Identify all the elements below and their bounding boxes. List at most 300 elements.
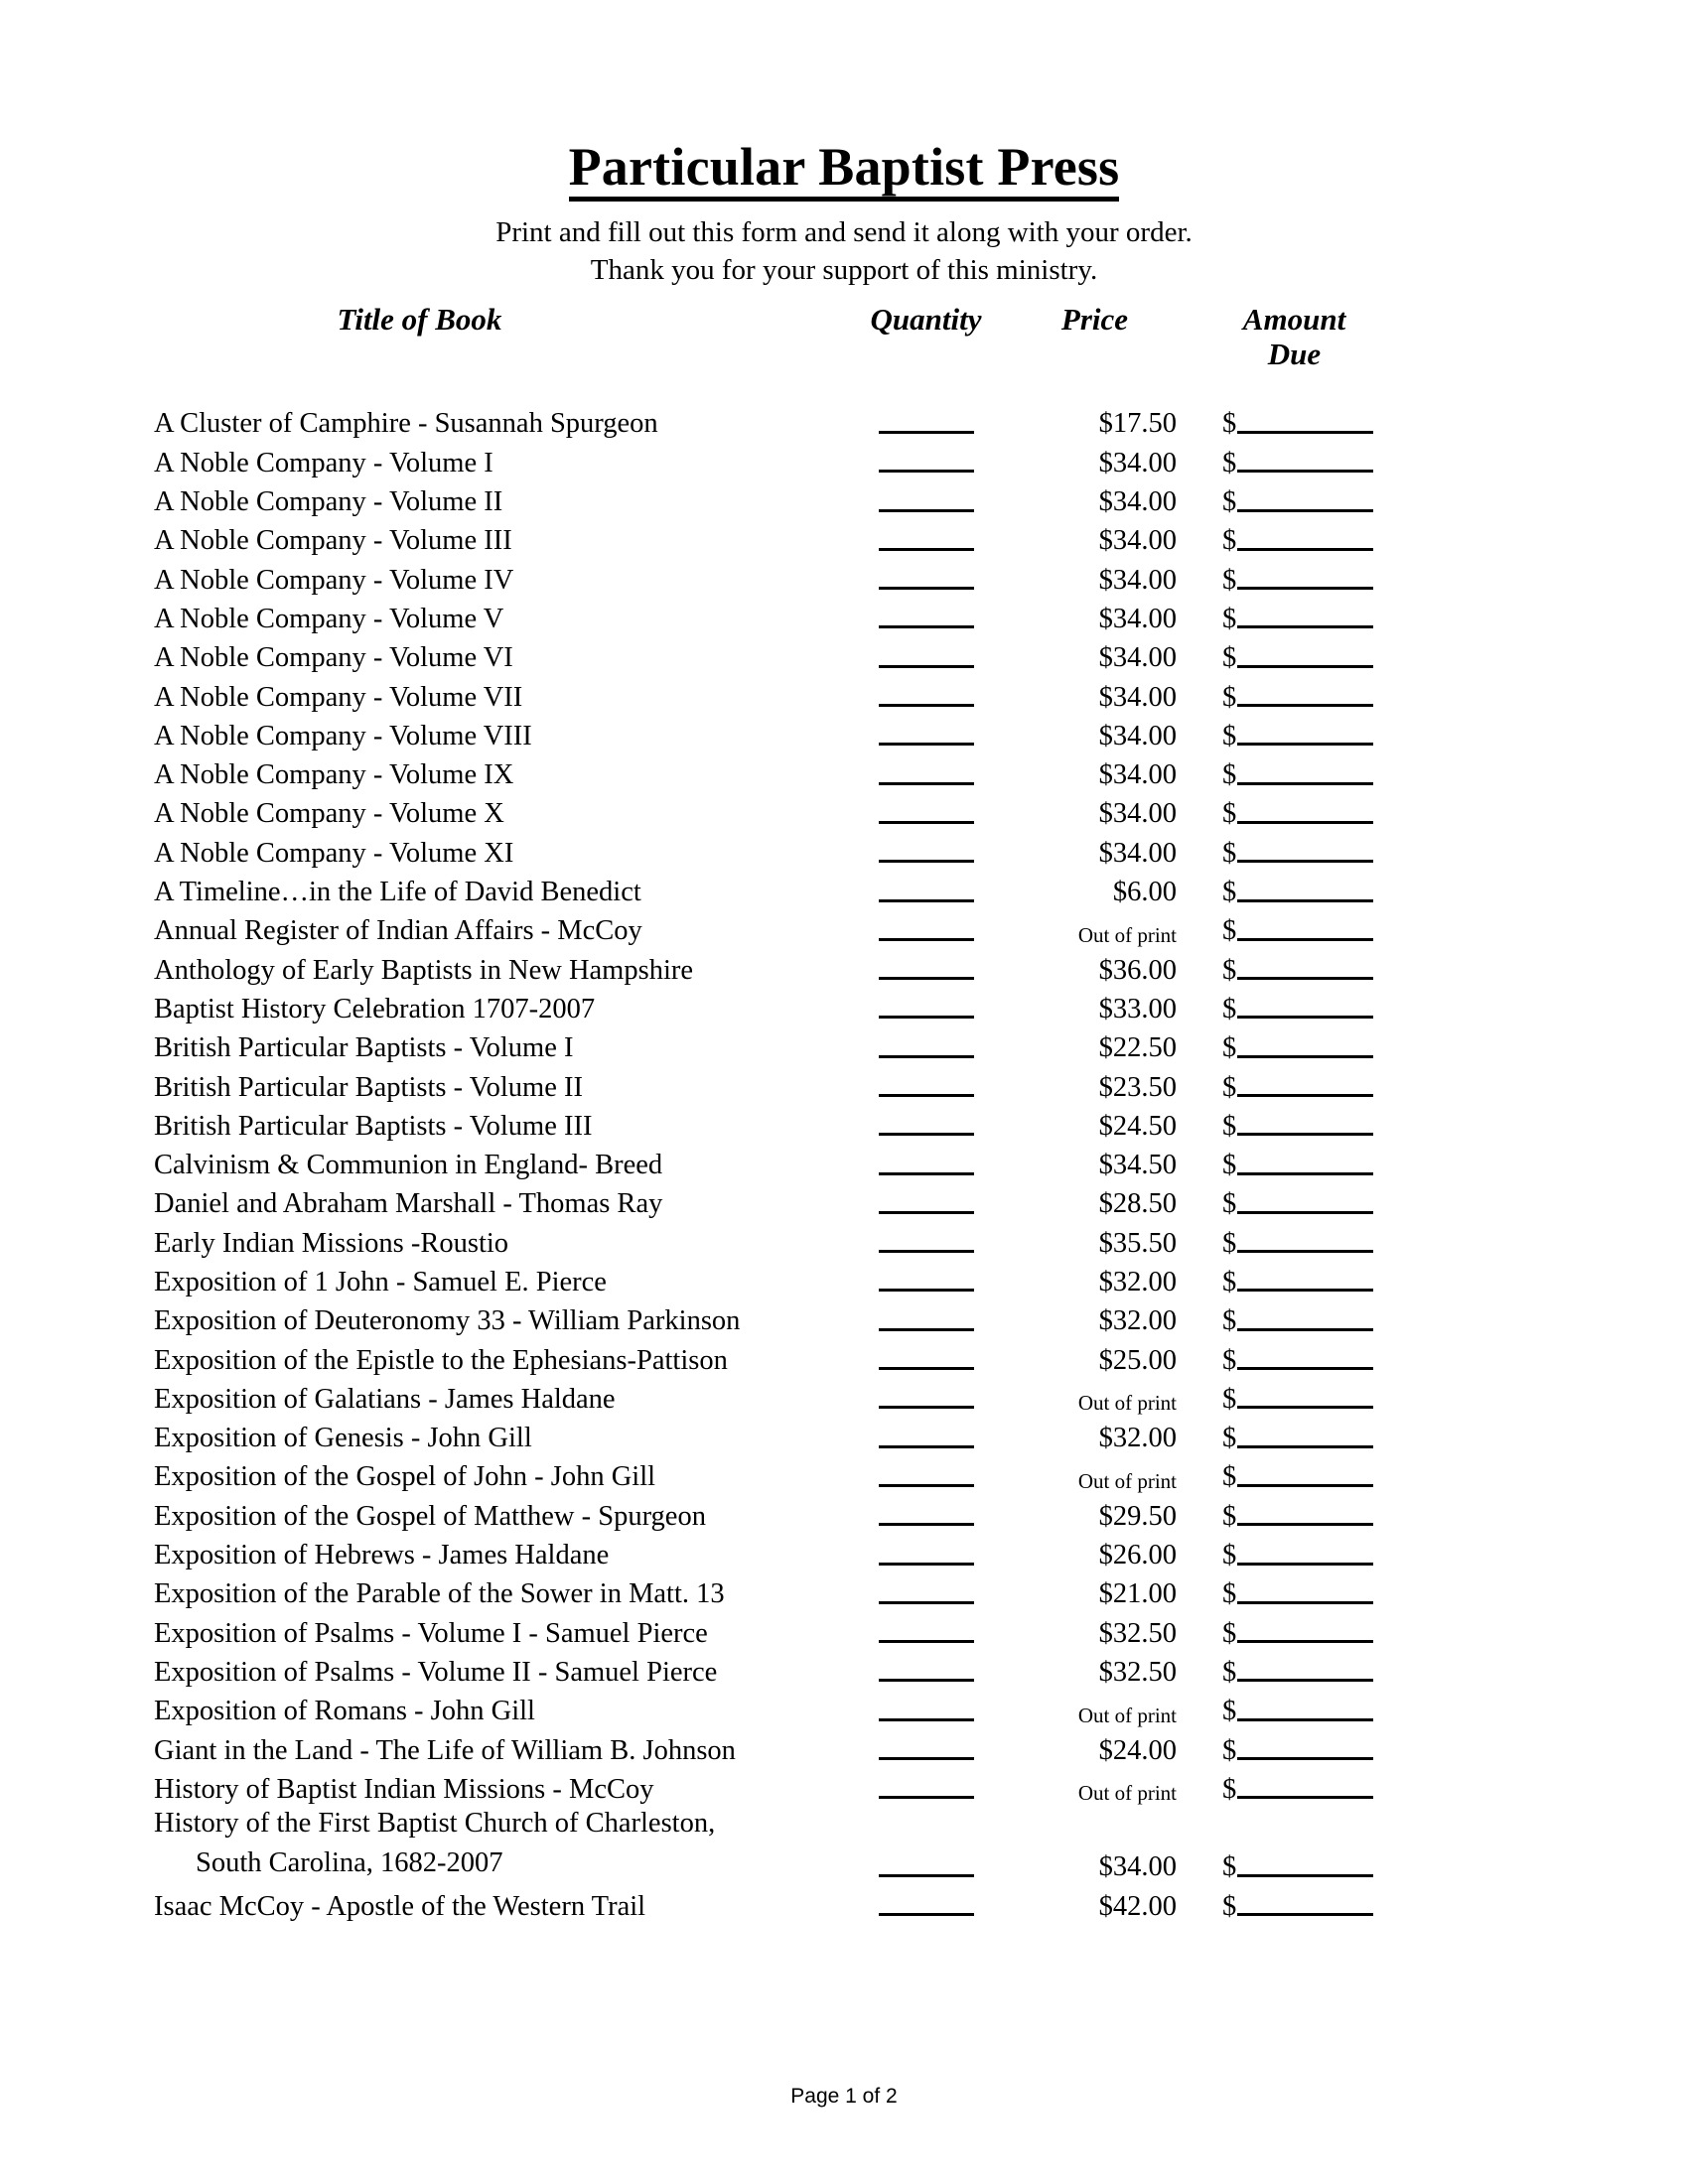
price-value: $24.00 bbox=[1098, 1734, 1177, 1766]
price-value: $33.00 bbox=[1098, 993, 1177, 1024]
quantity-input[interactable] bbox=[839, 577, 1013, 595]
amount-due-input[interactable] bbox=[1177, 954, 1390, 986]
book-title: Giant in the Land - The Life of William B. Johnson bbox=[154, 1734, 736, 1766]
quantity-input[interactable] bbox=[839, 655, 1013, 673]
quantity-input[interactable] bbox=[839, 1474, 1013, 1492]
price-value: $34.00 bbox=[1098, 1851, 1177, 1883]
price-value: $34.00 bbox=[1098, 681, 1177, 713]
amount-due-input[interactable] bbox=[1177, 1110, 1390, 1142]
dollar-sign: $ bbox=[1222, 1227, 1237, 1259]
amount-due-input[interactable] bbox=[1177, 837, 1390, 869]
price-out-of-print: Out of print bbox=[1077, 922, 1177, 947]
quantity-input[interactable] bbox=[839, 928, 1013, 946]
dollar-sign: $ bbox=[1222, 1344, 1237, 1376]
amount-due-input[interactable] bbox=[1177, 1773, 1390, 1805]
price-value: $34.00 bbox=[1098, 486, 1177, 518]
book-title: Exposition of 1 John - Samuel E. Pierce bbox=[154, 1266, 607, 1297]
quantity-blank-line[interactable] bbox=[879, 1913, 974, 1916]
dollar-sign: $ bbox=[1222, 1734, 1237, 1766]
quantity-blank-line[interactable] bbox=[879, 938, 974, 941]
quantity-input[interactable] bbox=[839, 1435, 1013, 1453]
table-row bbox=[0, 907, 1688, 946]
quantity-input[interactable] bbox=[839, 811, 1013, 829]
amount-due-blank-line[interactable] bbox=[1237, 1250, 1373, 1253]
dollar-sign: $ bbox=[1222, 759, 1237, 791]
book-title: A Noble Company - Volume VI bbox=[154, 642, 513, 674]
quantity-blank-line[interactable] bbox=[879, 860, 974, 863]
quantity-input[interactable] bbox=[839, 538, 1013, 556]
price-value: $17.50 bbox=[1098, 408, 1177, 440]
price-value: $34.00 bbox=[1098, 759, 1177, 791]
quantity-input[interactable] bbox=[839, 733, 1013, 751]
amount-due-input[interactable] bbox=[1177, 1266, 1390, 1297]
quantity-input[interactable] bbox=[839, 1553, 1013, 1570]
amount-due-input[interactable] bbox=[1177, 1617, 1390, 1649]
book-title: A Noble Company - Volume IV bbox=[154, 564, 514, 596]
book-title: A Cluster of Camphire - Susannah Spurgeon bbox=[154, 408, 658, 440]
quantity-blank-line[interactable] bbox=[879, 1796, 974, 1799]
quantity-input[interactable] bbox=[839, 1201, 1013, 1219]
quantity-input[interactable] bbox=[839, 967, 1013, 985]
price-value: $34.00 bbox=[1098, 447, 1177, 478]
amount-due-blank-line[interactable] bbox=[1237, 470, 1373, 473]
table-row bbox=[0, 400, 1688, 439]
amount-due-blank-line[interactable] bbox=[1237, 665, 1373, 668]
table-row bbox=[0, 1297, 1688, 1335]
table-row bbox=[0, 1219, 1688, 1258]
dollar-sign: $ bbox=[1222, 1423, 1237, 1454]
quantity-blank-line[interactable] bbox=[879, 1679, 974, 1682]
dollar-sign: $ bbox=[1222, 954, 1237, 986]
quantity-blank-line[interactable] bbox=[879, 1250, 974, 1253]
amount-due-blank-line[interactable] bbox=[1237, 1757, 1373, 1760]
quantity-input[interactable] bbox=[839, 1669, 1013, 1687]
amount-due-input[interactable] bbox=[1177, 527, 1390, 556]
price-value: $21.00 bbox=[1098, 1578, 1177, 1610]
table-row bbox=[0, 1531, 1688, 1570]
quantity-blank-line[interactable] bbox=[879, 509, 974, 512]
column-header-amount-due bbox=[1177, 303, 1390, 371]
table-row bbox=[0, 1063, 1688, 1102]
quantity-blank-line[interactable] bbox=[879, 1055, 974, 1058]
quantity-input[interactable] bbox=[839, 772, 1013, 790]
dollar-sign: $ bbox=[1222, 1696, 1237, 1727]
amount-due-input[interactable] bbox=[1177, 1580, 1390, 1609]
quantity-input[interactable] bbox=[839, 1045, 1013, 1063]
price-value: $29.50 bbox=[1098, 1500, 1177, 1532]
amount-due-input[interactable] bbox=[1177, 720, 1390, 751]
price-value: $36.00 bbox=[1098, 954, 1177, 986]
amount-due-input[interactable] bbox=[1177, 1190, 1390, 1219]
book-title: Exposition of the Epistle to the Ephesians-Pattison bbox=[154, 1344, 728, 1376]
price-value: $34.00 bbox=[1098, 642, 1177, 674]
book-title: A Noble Company - Volume III bbox=[154, 525, 512, 557]
quantity-blank-line[interactable] bbox=[879, 587, 974, 590]
quantity-blank-line[interactable] bbox=[879, 1523, 974, 1526]
table-row bbox=[0, 1453, 1688, 1492]
amount-due-blank-line[interactable] bbox=[1237, 743, 1373, 746]
amount-due-input[interactable] bbox=[1177, 1890, 1390, 1922]
dollar-sign: $ bbox=[1222, 1578, 1237, 1610]
dollar-sign: $ bbox=[1222, 1540, 1237, 1571]
amount-due-blank-line[interactable] bbox=[1237, 977, 1373, 980]
book-title: History of Baptist Indian Missions - McCoy bbox=[154, 1773, 654, 1805]
column-header-price: Price bbox=[1060, 302, 1129, 338]
book-title: British Particular Baptists - Volume II bbox=[154, 1071, 583, 1103]
quantity-input[interactable] bbox=[839, 1591, 1013, 1609]
book-title: Exposition of Deuteronomy 33 - William Parkinson bbox=[154, 1305, 741, 1337]
book-title: Calvinism & Communion in England- Breed bbox=[154, 1150, 663, 1181]
price-value: $32.50 bbox=[1098, 1617, 1177, 1649]
quantity-blank-line[interactable] bbox=[879, 1289, 974, 1292]
price-value: $6.00 bbox=[1112, 877, 1177, 908]
price-value: $32.00 bbox=[1098, 1266, 1177, 1297]
table-row bbox=[0, 1180, 1688, 1219]
amount-due-blank-line[interactable] bbox=[1237, 1679, 1373, 1682]
price-value: $23.50 bbox=[1098, 1071, 1177, 1103]
book-title: A Noble Company - Volume X bbox=[154, 798, 504, 830]
quantity-blank-line[interactable] bbox=[879, 1445, 974, 1448]
dollar-sign: $ bbox=[1222, 564, 1237, 596]
dollar-sign: $ bbox=[1222, 877, 1237, 908]
dollar-sign: $ bbox=[1222, 720, 1237, 751]
quantity-blank-line[interactable] bbox=[879, 899, 974, 902]
dollar-sign: $ bbox=[1222, 681, 1237, 713]
quantity-input[interactable] bbox=[839, 1708, 1013, 1726]
price-value: $28.50 bbox=[1098, 1188, 1177, 1220]
quantity-input[interactable] bbox=[839, 615, 1013, 633]
quantity-input[interactable] bbox=[839, 1357, 1013, 1375]
dollar-sign: $ bbox=[1222, 993, 1237, 1024]
book-title: Annual Register of Indian Affairs - McCoy bbox=[154, 915, 642, 947]
dollar-sign: $ bbox=[1222, 447, 1237, 478]
amount-due-blank-line[interactable] bbox=[1237, 1289, 1373, 1292]
amount-due-blank-line[interactable] bbox=[1237, 1172, 1373, 1175]
book-title: Baptist History Celebration 1707-2007 bbox=[154, 993, 596, 1024]
amount-due-blank-line[interactable] bbox=[1237, 1016, 1373, 1019]
table-row bbox=[0, 1375, 1688, 1414]
dollar-sign: $ bbox=[1222, 1266, 1237, 1297]
quantity-input[interactable] bbox=[839, 1279, 1013, 1297]
book-title: Exposition of the Parable of the Sower in Matt. 13 bbox=[154, 1578, 725, 1610]
amount-due-input[interactable] bbox=[1177, 603, 1390, 634]
quantity-blank-line[interactable] bbox=[879, 548, 974, 551]
quantity-blank-line[interactable] bbox=[879, 1874, 974, 1877]
book-title: A Noble Company - Volume IX bbox=[154, 759, 514, 791]
amount-due-blank-line[interactable] bbox=[1237, 1563, 1373, 1566]
book-title: Exposition of Psalms - Volume I - Samuel Pierce bbox=[154, 1617, 708, 1649]
table-row bbox=[0, 633, 1688, 672]
quantity-input[interactable] bbox=[839, 460, 1013, 478]
quantity-blank-line[interactable] bbox=[879, 1016, 974, 1019]
table-row bbox=[0, 1141, 1688, 1179]
amount-due-input[interactable] bbox=[1177, 1853, 1390, 1882]
quantity-input[interactable] bbox=[839, 1084, 1013, 1102]
amount-due-input[interactable] bbox=[1177, 447, 1390, 478]
amount-due-blank-line[interactable] bbox=[1237, 899, 1373, 902]
table-row bbox=[0, 1726, 1688, 1765]
quantity-input[interactable] bbox=[839, 421, 1013, 439]
book-title: Exposition of the Gospel of John - John Gill bbox=[154, 1461, 656, 1493]
quantity-blank-line[interactable] bbox=[879, 470, 974, 473]
amount-due-blank-line[interactable] bbox=[1237, 1913, 1373, 1916]
amount-due-blank-line[interactable] bbox=[1237, 1796, 1373, 1799]
table-row bbox=[0, 751, 1688, 789]
amount-due-blank-line[interactable] bbox=[1237, 1055, 1373, 1058]
table-row bbox=[0, 1258, 1688, 1297]
dollar-sign: $ bbox=[1222, 642, 1237, 674]
price-out-of-print: Out of print bbox=[1077, 1781, 1177, 1806]
quantity-blank-line[interactable] bbox=[879, 1484, 974, 1487]
amount-due-input[interactable] bbox=[1177, 800, 1390, 829]
dollar-sign: $ bbox=[1222, 798, 1237, 830]
price-value: $34.00 bbox=[1098, 603, 1177, 634]
dollar-sign: $ bbox=[1222, 1150, 1237, 1181]
amount-due-input[interactable] bbox=[1177, 993, 1390, 1024]
quantity-blank-line[interactable] bbox=[879, 1328, 974, 1331]
amount-due-blank-line[interactable] bbox=[1237, 1094, 1373, 1097]
book-title-line-2: South Carolina, 1682-2007 bbox=[196, 1846, 503, 1878]
quantity-blank-line[interactable] bbox=[879, 431, 974, 434]
column-header-title: Title of Book bbox=[337, 302, 502, 338]
dollar-sign: $ bbox=[1222, 1890, 1237, 1922]
book-title: British Particular Baptists - Volume III bbox=[154, 1110, 593, 1142]
book-title: Exposition of Galatians - James Haldane bbox=[154, 1383, 616, 1415]
amount-due-input[interactable] bbox=[1177, 1500, 1390, 1532]
amount-due-input[interactable] bbox=[1177, 681, 1390, 713]
quantity-blank-line[interactable] bbox=[879, 625, 974, 628]
table-row bbox=[0, 556, 1688, 595]
quantity-input[interactable] bbox=[839, 1864, 1013, 1882]
quantity-blank-line[interactable] bbox=[879, 1601, 974, 1604]
price-out-of-print: Out of print bbox=[1077, 1468, 1177, 1493]
quantity-input[interactable] bbox=[839, 1786, 1013, 1804]
amount-due-blank-line[interactable] bbox=[1237, 625, 1373, 628]
quantity-input[interactable] bbox=[839, 1006, 1013, 1024]
quantity-input[interactable] bbox=[839, 1513, 1013, 1531]
amount-due-input[interactable] bbox=[1177, 1542, 1390, 1570]
page-title: Particular Baptist Press bbox=[569, 139, 1120, 202]
quantity-input[interactable] bbox=[839, 889, 1013, 907]
quantity-blank-line[interactable] bbox=[879, 1563, 974, 1566]
amount-due-blank-line[interactable] bbox=[1237, 1523, 1373, 1526]
amount-due-input[interactable] bbox=[1177, 1425, 1390, 1453]
amount-due-blank-line[interactable] bbox=[1237, 938, 1373, 941]
amount-due-blank-line[interactable] bbox=[1237, 1601, 1373, 1604]
quantity-input[interactable] bbox=[839, 499, 1013, 517]
table-row bbox=[0, 1687, 1688, 1725]
table-row bbox=[0, 1804, 1688, 1882]
quantity-input[interactable] bbox=[839, 850, 1013, 868]
quantity-input[interactable] bbox=[839, 1123, 1013, 1141]
dollar-sign: $ bbox=[1222, 1461, 1237, 1493]
table-row bbox=[0, 1882, 1688, 1921]
amount-due-blank-line[interactable] bbox=[1237, 548, 1373, 551]
quantity-blank-line[interactable] bbox=[879, 977, 974, 980]
price-value: $35.50 bbox=[1098, 1227, 1177, 1259]
price-value: $34.00 bbox=[1098, 720, 1177, 751]
table-row bbox=[0, 985, 1688, 1024]
book-title: A Noble Company - Volume XI bbox=[154, 837, 514, 869]
quantity-blank-line[interactable] bbox=[879, 665, 974, 668]
amount-due-blank-line[interactable] bbox=[1237, 509, 1373, 512]
amount-due-input[interactable] bbox=[1177, 1071, 1390, 1103]
book-title: Anthology of Early Baptists in New Hampshire bbox=[154, 954, 694, 986]
table-row bbox=[0, 1336, 1688, 1375]
dollar-sign: $ bbox=[1222, 1305, 1237, 1337]
quantity-blank-line[interactable] bbox=[879, 1757, 974, 1760]
table-header-row bbox=[0, 303, 1688, 371]
book-title: A Noble Company - Volume VIII bbox=[154, 720, 532, 751]
amount-due-input[interactable] bbox=[1177, 917, 1390, 946]
amount-due-input[interactable] bbox=[1177, 410, 1390, 439]
amount-due-input[interactable] bbox=[1177, 1227, 1390, 1259]
book-title: Daniel and Abraham Marshall - Thomas Ray bbox=[154, 1188, 663, 1220]
amount-due-blank-line[interactable] bbox=[1237, 1640, 1373, 1643]
table-row bbox=[0, 1570, 1688, 1609]
page-title-wrapper bbox=[0, 139, 1688, 202]
quantity-input[interactable] bbox=[839, 1162, 1013, 1180]
price-value: $26.00 bbox=[1098, 1540, 1177, 1571]
book-title: Exposition of Romans - John Gill bbox=[154, 1696, 535, 1727]
amount-due-input[interactable] bbox=[1177, 761, 1390, 790]
table-row bbox=[0, 1648, 1688, 1687]
amount-due-blank-line[interactable] bbox=[1237, 1406, 1373, 1409]
amount-due-input[interactable] bbox=[1177, 1656, 1390, 1688]
price-value: $34.00 bbox=[1098, 564, 1177, 596]
dollar-sign: $ bbox=[1222, 1071, 1237, 1103]
table-row bbox=[0, 1765, 1688, 1804]
quantity-blank-line[interactable] bbox=[879, 1406, 974, 1409]
instruction-line-2: Thank you for your support of this ministry. bbox=[590, 253, 1098, 286]
book-title: Early Indian Missions -Roustio bbox=[154, 1227, 509, 1259]
amount-due-blank-line[interactable] bbox=[1237, 860, 1373, 863]
quantity-blank-line[interactable] bbox=[879, 743, 974, 746]
amount-due-input[interactable] bbox=[1177, 564, 1390, 596]
amount-due-blank-line[interactable] bbox=[1237, 1328, 1373, 1331]
amount-due-input[interactable] bbox=[1177, 644, 1390, 673]
quantity-blank-line[interactable] bbox=[879, 704, 974, 707]
book-title: Exposition of Psalms - Volume II - Samuel Pierce bbox=[154, 1656, 718, 1688]
book-title: Exposition of Genesis - John Gill bbox=[154, 1423, 532, 1454]
book-title: A Noble Company - Volume I bbox=[154, 447, 493, 478]
amount-due-blank-line[interactable] bbox=[1237, 1133, 1373, 1136]
amount-due-input[interactable] bbox=[1177, 1383, 1390, 1415]
table-row bbox=[0, 712, 1688, 751]
column-header-quantity: Quantity bbox=[870, 302, 982, 338]
table-row bbox=[0, 1102, 1688, 1141]
price-value: $22.50 bbox=[1098, 1032, 1177, 1064]
amount-due-input[interactable] bbox=[1177, 1463, 1390, 1492]
quantity-blank-line[interactable] bbox=[879, 1718, 974, 1721]
quantity-input[interactable] bbox=[839, 694, 1013, 712]
table-row bbox=[0, 1024, 1688, 1062]
quantity-blank-line[interactable] bbox=[879, 1172, 974, 1175]
dollar-sign: $ bbox=[1222, 1851, 1237, 1883]
amount-due-blank-line[interactable] bbox=[1237, 587, 1373, 590]
table-row bbox=[0, 439, 1688, 478]
quantity-input[interactable] bbox=[839, 1318, 1013, 1336]
amount-due-blank-line[interactable] bbox=[1237, 1211, 1373, 1214]
quantity-input[interactable] bbox=[839, 1396, 1013, 1414]
amount-due-blank-line[interactable] bbox=[1237, 821, 1373, 824]
book-title: Exposition of Hebrews - James Haldane bbox=[154, 1540, 610, 1571]
quantity-blank-line[interactable] bbox=[879, 1211, 974, 1214]
amount-due-input[interactable] bbox=[1177, 1734, 1390, 1766]
amount-due-input[interactable] bbox=[1177, 1307, 1390, 1336]
table-row bbox=[0, 673, 1688, 712]
amount-due-blank-line[interactable] bbox=[1237, 1445, 1373, 1448]
dollar-sign: $ bbox=[1222, 1110, 1237, 1142]
instruction-line-1: Print and fill out this form and send it along with your order. bbox=[495, 215, 1193, 248]
amount-due-input[interactable] bbox=[1177, 879, 1390, 907]
dollar-sign: $ bbox=[1222, 1617, 1237, 1649]
amount-due-input[interactable] bbox=[1177, 488, 1390, 517]
price-value: $34.00 bbox=[1098, 798, 1177, 830]
amount-due-input[interactable] bbox=[1177, 1152, 1390, 1180]
price-value: $32.00 bbox=[1098, 1305, 1177, 1337]
price-value: $24.50 bbox=[1098, 1110, 1177, 1142]
amount-due-input[interactable] bbox=[1177, 1698, 1390, 1726]
quantity-input[interactable] bbox=[839, 1630, 1013, 1648]
quantity-blank-line[interactable] bbox=[879, 1094, 974, 1097]
quantity-blank-line[interactable] bbox=[879, 1640, 974, 1643]
table-row bbox=[0, 1492, 1688, 1531]
table-row bbox=[0, 517, 1688, 556]
amount-due-blank-line[interactable] bbox=[1237, 1484, 1373, 1487]
dollar-sign: $ bbox=[1222, 837, 1237, 869]
quantity-blank-line[interactable] bbox=[879, 821, 974, 824]
table-row bbox=[0, 868, 1688, 906]
book-title: Isaac McCoy - Apostle of the Western Trail bbox=[154, 1890, 646, 1922]
quantity-input[interactable] bbox=[839, 1903, 1013, 1921]
book-title: British Particular Baptists - Volume I bbox=[154, 1032, 574, 1064]
dollar-sign: $ bbox=[1222, 486, 1237, 518]
amount-due-blank-line[interactable] bbox=[1237, 1718, 1373, 1721]
price-out-of-print: Out of print bbox=[1077, 1703, 1177, 1727]
amount-due-input[interactable] bbox=[1177, 1034, 1390, 1063]
book-title-line-1: History of the First Baptist Church of Charleston, bbox=[154, 1808, 716, 1840]
book-title: A Noble Company - Volume V bbox=[154, 603, 504, 634]
table-row bbox=[0, 946, 1688, 985]
price-value: $32.00 bbox=[1098, 1423, 1177, 1454]
amount-due-blank-line[interactable] bbox=[1237, 782, 1373, 785]
table-row bbox=[0, 595, 1688, 633]
price-out-of-print: Out of print bbox=[1077, 1391, 1177, 1416]
amount-due-blank-line[interactable] bbox=[1237, 431, 1373, 434]
amount-due-input[interactable] bbox=[1177, 1344, 1390, 1376]
dollar-sign: $ bbox=[1222, 1773, 1237, 1805]
amount-due-blank-line[interactable] bbox=[1237, 704, 1373, 707]
price-value: $42.00 bbox=[1098, 1890, 1177, 1922]
quantity-input[interactable] bbox=[839, 1240, 1013, 1258]
table-row bbox=[0, 1609, 1688, 1648]
quantity-blank-line[interactable] bbox=[879, 1367, 974, 1370]
table-body bbox=[0, 400, 1688, 1922]
quantity-blank-line[interactable] bbox=[879, 782, 974, 785]
amount-due-blank-line[interactable] bbox=[1237, 1367, 1373, 1370]
order-table bbox=[0, 303, 1688, 1921]
price-value: $25.00 bbox=[1098, 1344, 1177, 1376]
price-value: $32.50 bbox=[1098, 1656, 1177, 1688]
book-title: A Noble Company - Volume II bbox=[154, 486, 503, 518]
quantity-blank-line[interactable] bbox=[879, 1133, 974, 1136]
dollar-sign: $ bbox=[1222, 525, 1237, 557]
amount-due-blank-line[interactable] bbox=[1237, 1874, 1373, 1877]
dollar-sign: $ bbox=[1222, 1500, 1237, 1532]
quantity-input[interactable] bbox=[839, 1747, 1013, 1765]
price-value: $34.50 bbox=[1098, 1150, 1177, 1181]
